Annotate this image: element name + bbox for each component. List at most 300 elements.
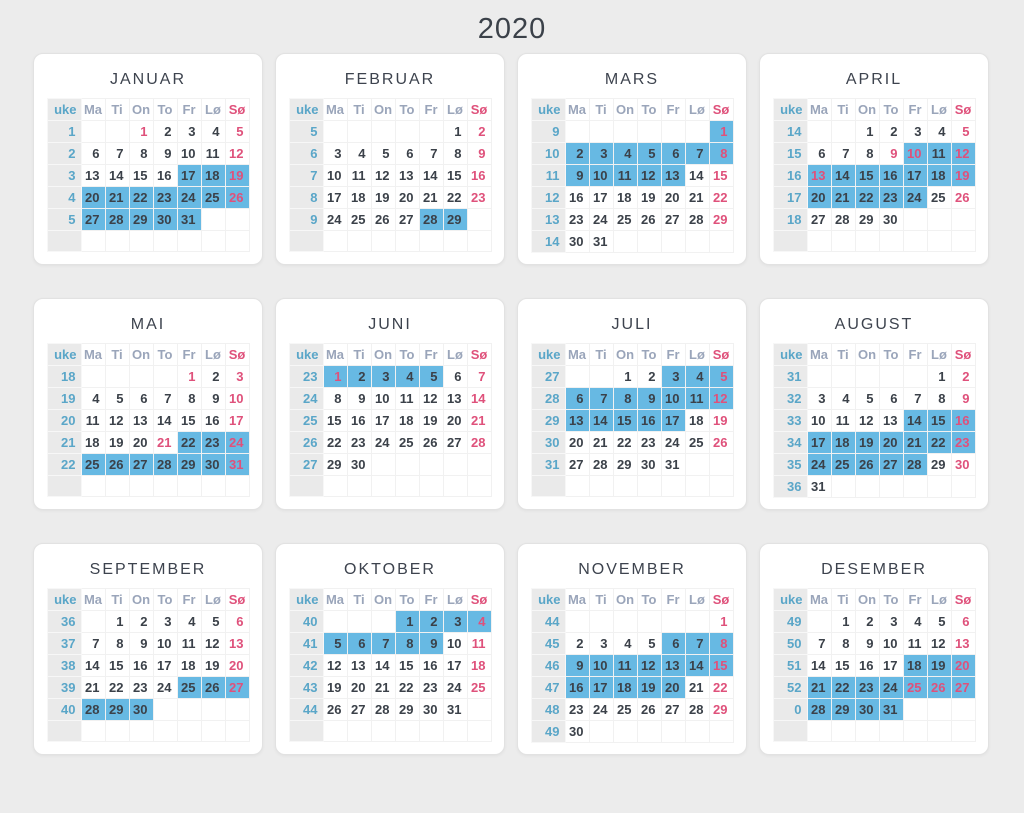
weekday-header-fr: Fr [903, 344, 927, 366]
week-number-cell: 18 [773, 209, 807, 231]
day-cell: 13 [129, 410, 153, 432]
day-cell: 20 [395, 187, 419, 209]
day-cell: 4 [831, 388, 855, 410]
day-cell: 3 [323, 143, 347, 165]
day-cell: 15 [831, 655, 855, 677]
day-cell: 10 [443, 633, 467, 655]
weekday-header-fr: Fr [903, 589, 927, 611]
day-cell: 30 [347, 454, 371, 476]
day-cell: 14 [105, 165, 129, 187]
day-cell: 9 [129, 633, 153, 655]
week-row [531, 165, 733, 187]
week-number-cell: 12 [531, 187, 565, 209]
weekday-header-fr: Fr [661, 589, 685, 611]
day-cell: 18 [177, 655, 201, 677]
day-cell: 12 [709, 388, 733, 410]
day-cell: 3 [879, 611, 903, 633]
day-cell: 4 [81, 388, 105, 410]
weekday-header-row [47, 589, 249, 611]
day-cell: 22 [613, 432, 637, 454]
week-number-cell: 37 [47, 633, 81, 655]
day-cell: 1 [855, 121, 879, 143]
day-cell: 3 [225, 366, 249, 388]
day-cell: 13 [395, 165, 419, 187]
day-cell: 31 [661, 454, 685, 476]
day-cell: 24 [323, 209, 347, 231]
weekday-header-sø: Sø [951, 99, 975, 121]
day-cell: 8 [831, 633, 855, 655]
week-row [531, 388, 733, 410]
week-number-cell: 0 [773, 699, 807, 721]
week-row [773, 432, 975, 454]
month-card-august [759, 298, 989, 510]
day-cell: 30 [855, 699, 879, 721]
day-cell-empty [177, 721, 201, 742]
day-cell: 12 [637, 655, 661, 677]
day-cell-empty [129, 476, 153, 497]
week-number-cell: 36 [773, 476, 807, 498]
day-cell: 23 [419, 677, 443, 699]
day-cell: 5 [951, 121, 975, 143]
day-cell: 27 [565, 454, 589, 476]
weekday-header-on: On [129, 344, 153, 366]
day-cell-empty [201, 209, 225, 231]
day-cell: 8 [709, 633, 733, 655]
day-cell: 30 [565, 231, 589, 253]
weekday-header-lø: Lø [201, 589, 225, 611]
day-cell: 22 [927, 432, 951, 454]
day-cell-empty [685, 231, 709, 253]
week-row [289, 454, 491, 476]
day-cell: 14 [685, 655, 709, 677]
day-cell: 17 [661, 410, 685, 432]
day-cell: 31 [177, 209, 201, 231]
week-row [531, 410, 733, 432]
day-cell: 17 [589, 677, 613, 699]
day-cell: 3 [177, 121, 201, 143]
day-cell-empty [613, 476, 637, 497]
day-cell-empty [879, 721, 903, 742]
day-cell-empty [419, 121, 443, 143]
day-cell: 11 [201, 143, 225, 165]
week-row [773, 611, 975, 633]
month-table [531, 343, 734, 497]
day-cell: 2 [201, 366, 225, 388]
day-cell: 13 [347, 655, 371, 677]
day-cell-empty [831, 121, 855, 143]
week-row [289, 655, 491, 677]
weekday-header-lø: Lø [443, 589, 467, 611]
week-number-cell [47, 231, 81, 252]
weekday-header-on: On [613, 344, 637, 366]
day-cell-empty [129, 366, 153, 388]
day-cell-empty [105, 231, 129, 252]
week-number-cell: 28 [531, 388, 565, 410]
day-cell: 17 [323, 187, 347, 209]
weekday-header-on: On [371, 99, 395, 121]
day-cell: 4 [903, 611, 927, 633]
day-cell: 7 [685, 143, 709, 165]
day-cell: 1 [709, 611, 733, 633]
week-row [531, 231, 733, 253]
day-cell: 6 [661, 633, 685, 655]
week-number-cell: 20 [47, 410, 81, 432]
month-card-oktober [275, 543, 505, 755]
month-card-juli [517, 298, 747, 510]
week-number-cell: 48 [531, 699, 565, 721]
week-number-cell: 51 [773, 655, 807, 677]
day-cell-empty [371, 721, 395, 742]
day-cell-empty [201, 721, 225, 742]
day-cell: 11 [467, 633, 491, 655]
week-number-cell: 21 [47, 432, 81, 454]
day-cell: 7 [807, 633, 831, 655]
day-cell: 5 [323, 633, 347, 655]
month-title: OKTOBER [344, 561, 436, 578]
day-cell-empty [589, 721, 613, 743]
day-cell: 14 [419, 165, 443, 187]
weekday-header-ma: Ma [807, 344, 831, 366]
day-cell: 18 [903, 655, 927, 677]
day-cell: 6 [347, 633, 371, 655]
day-cell: 24 [879, 677, 903, 699]
week-row [773, 721, 975, 742]
day-cell: 27 [661, 699, 685, 721]
day-cell-empty [225, 476, 249, 497]
week-number-cell: 46 [531, 655, 565, 677]
day-cell: 5 [709, 366, 733, 388]
weekday-header-on: On [855, 589, 879, 611]
day-cell: 13 [443, 388, 467, 410]
day-cell-empty [129, 231, 153, 252]
day-cell: 12 [419, 388, 443, 410]
week-number-cell: 40 [47, 699, 81, 721]
day-cell: 18 [927, 165, 951, 187]
day-cell: 10 [323, 165, 347, 187]
day-cell: 29 [105, 699, 129, 721]
day-cell-empty [903, 476, 927, 498]
day-cell-empty [347, 721, 371, 742]
weekday-header-on: On [371, 589, 395, 611]
day-cell: 11 [831, 410, 855, 432]
day-cell: 14 [903, 410, 927, 432]
weekday-header-on: On [855, 99, 879, 121]
day-cell-empty [201, 476, 225, 497]
weekday-header-row [531, 589, 733, 611]
weekday-header-lø: Lø [201, 99, 225, 121]
day-cell: 17 [903, 165, 927, 187]
week-row [47, 165, 249, 187]
weekday-header-fr: Fr [903, 99, 927, 121]
weekday-header-lø: Lø [443, 99, 467, 121]
month-table [47, 98, 250, 252]
day-cell: 6 [129, 388, 153, 410]
day-cell-empty [831, 231, 855, 252]
day-cell: 8 [443, 143, 467, 165]
day-cell: 28 [685, 699, 709, 721]
day-cell: 20 [129, 432, 153, 454]
day-cell: 19 [371, 187, 395, 209]
weekday-header-on: On [613, 99, 637, 121]
day-cell: 26 [709, 432, 733, 454]
week-row [773, 143, 975, 165]
weekday-header-sø: Sø [225, 344, 249, 366]
day-cell: 23 [565, 699, 589, 721]
week-number-cell: 30 [531, 432, 565, 454]
day-cell-empty [951, 209, 975, 231]
day-cell-empty [565, 121, 589, 143]
day-cell-empty [347, 231, 371, 252]
day-cell: 24 [661, 432, 685, 454]
day-cell-empty [81, 231, 105, 252]
month-card-juni [275, 298, 505, 510]
day-cell: 16 [419, 655, 443, 677]
day-cell-empty [807, 366, 831, 388]
week-number-cell: 33 [773, 410, 807, 432]
weekday-header-sø: Sø [225, 99, 249, 121]
week-row [289, 388, 491, 410]
day-cell: 20 [661, 677, 685, 699]
day-cell: 28 [467, 432, 491, 454]
day-cell: 27 [661, 209, 685, 231]
week-row [289, 209, 491, 231]
month-title: JUNI [368, 316, 412, 333]
week-row [773, 388, 975, 410]
day-cell: 23 [153, 187, 177, 209]
week-column-header: uke [773, 344, 807, 366]
week-row [773, 187, 975, 209]
day-cell: 25 [347, 209, 371, 231]
day-cell-empty [371, 121, 395, 143]
day-cell: 25 [613, 699, 637, 721]
day-cell: 22 [709, 187, 733, 209]
day-cell-empty [951, 699, 975, 721]
day-cell: 14 [371, 655, 395, 677]
day-cell: 7 [105, 143, 129, 165]
day-cell: 29 [709, 699, 733, 721]
week-row [47, 721, 249, 742]
weekday-header-ma: Ma [81, 344, 105, 366]
week-row [773, 165, 975, 187]
day-cell: 29 [129, 209, 153, 231]
day-cell: 2 [347, 366, 371, 388]
week-row [47, 366, 249, 388]
week-row [531, 209, 733, 231]
weekday-header-to: To [395, 589, 419, 611]
day-cell: 12 [951, 143, 975, 165]
weekday-header-ti: Ti [105, 344, 129, 366]
day-cell: 11 [903, 633, 927, 655]
weekday-header-sø: Sø [225, 589, 249, 611]
week-number-cell: 29 [531, 410, 565, 432]
day-cell-empty [323, 121, 347, 143]
day-cell: 23 [129, 677, 153, 699]
day-cell: 7 [81, 633, 105, 655]
day-cell: 10 [879, 633, 903, 655]
day-cell: 8 [105, 633, 129, 655]
day-cell: 16 [347, 410, 371, 432]
day-cell-empty [419, 476, 443, 497]
day-cell: 22 [323, 432, 347, 454]
day-cell: 12 [855, 410, 879, 432]
day-cell-empty [855, 721, 879, 742]
day-cell: 19 [951, 165, 975, 187]
weekday-header-row [47, 344, 249, 366]
week-number-cell: 45 [531, 633, 565, 655]
day-cell: 9 [565, 165, 589, 187]
day-cell-empty [807, 121, 831, 143]
day-cell: 4 [613, 143, 637, 165]
day-cell: 25 [81, 454, 105, 476]
week-number-cell: 24 [289, 388, 323, 410]
day-cell: 26 [951, 187, 975, 209]
day-cell: 18 [201, 165, 225, 187]
day-cell: 16 [129, 655, 153, 677]
day-cell: 2 [565, 143, 589, 165]
day-cell-empty [153, 366, 177, 388]
day-cell-empty [467, 209, 491, 231]
day-cell: 11 [685, 388, 709, 410]
day-cell: 29 [927, 454, 951, 476]
day-cell-empty [323, 721, 347, 742]
day-cell: 1 [323, 366, 347, 388]
day-cell: 4 [395, 366, 419, 388]
day-cell: 1 [613, 366, 637, 388]
day-cell-empty [613, 231, 637, 253]
day-cell: 7 [903, 388, 927, 410]
week-number-cell: 9 [289, 209, 323, 231]
day-cell: 3 [807, 388, 831, 410]
day-cell: 2 [637, 366, 661, 388]
weekday-header-row [289, 589, 491, 611]
day-cell-empty [395, 121, 419, 143]
day-cell: 21 [807, 677, 831, 699]
weekday-header-ma: Ma [565, 99, 589, 121]
day-cell: 8 [323, 388, 347, 410]
day-cell-empty [685, 611, 709, 633]
day-cell: 15 [709, 165, 733, 187]
day-cell-empty [81, 721, 105, 742]
day-cell: 15 [927, 410, 951, 432]
weekday-header-to: To [637, 589, 661, 611]
day-cell: 30 [951, 454, 975, 476]
weekday-header-to: To [153, 344, 177, 366]
week-row [531, 655, 733, 677]
day-cell-empty [903, 699, 927, 721]
day-cell: 12 [323, 655, 347, 677]
day-cell: 25 [685, 432, 709, 454]
day-cell: 13 [879, 410, 903, 432]
day-cell: 9 [855, 633, 879, 655]
day-cell: 7 [589, 388, 613, 410]
week-row [773, 476, 975, 498]
week-row [289, 611, 491, 633]
day-cell: 4 [201, 121, 225, 143]
day-cell: 2 [951, 366, 975, 388]
day-cell: 18 [347, 187, 371, 209]
day-cell: 10 [177, 143, 201, 165]
weekday-header-ma: Ma [81, 589, 105, 611]
week-number-cell [531, 476, 565, 497]
day-cell: 5 [637, 633, 661, 655]
day-cell: 19 [419, 410, 443, 432]
week-row [47, 209, 249, 231]
weekday-header-ma: Ma [807, 99, 831, 121]
weekday-header-ma: Ma [81, 99, 105, 121]
day-cell: 15 [177, 410, 201, 432]
day-cell-empty [927, 209, 951, 231]
week-column-header: uke [289, 589, 323, 611]
day-cell: 21 [371, 677, 395, 699]
month-card-februar [275, 53, 505, 265]
week-number-cell: 38 [47, 655, 81, 677]
day-cell: 5 [855, 388, 879, 410]
day-cell-empty [177, 699, 201, 721]
week-number-cell [289, 231, 323, 252]
day-cell: 28 [831, 209, 855, 231]
day-cell: 11 [613, 655, 637, 677]
day-cell: 18 [831, 432, 855, 454]
month-table [773, 343, 976, 498]
weekday-header-lø: Lø [201, 344, 225, 366]
day-cell-empty [177, 476, 201, 497]
month-title: MARS [604, 71, 660, 88]
week-number-cell: 32 [773, 388, 807, 410]
weekday-header-sø: Sø [467, 589, 491, 611]
week-number-cell: 40 [289, 611, 323, 633]
day-cell-empty [467, 699, 491, 721]
day-cell-empty [685, 476, 709, 497]
day-cell: 20 [879, 432, 903, 454]
day-cell-empty [661, 476, 685, 497]
day-cell: 9 [153, 143, 177, 165]
day-cell: 15 [855, 165, 879, 187]
day-cell-empty [467, 721, 491, 742]
weekday-header-sø: Sø [709, 99, 733, 121]
day-cell-empty [153, 476, 177, 497]
day-cell: 19 [105, 432, 129, 454]
day-cell: 29 [831, 699, 855, 721]
day-cell: 11 [613, 165, 637, 187]
day-cell: 10 [807, 410, 831, 432]
day-cell: 15 [395, 655, 419, 677]
weekday-header-ti: Ti [347, 99, 371, 121]
week-row [531, 677, 733, 699]
day-cell: 22 [443, 187, 467, 209]
day-cell: 20 [661, 187, 685, 209]
day-cell: 1 [443, 121, 467, 143]
day-cell: 3 [153, 611, 177, 633]
weekday-header-lø: Lø [927, 99, 951, 121]
week-number-cell: 14 [531, 231, 565, 253]
day-cell: 9 [347, 388, 371, 410]
day-cell: 25 [395, 432, 419, 454]
day-cell: 12 [225, 143, 249, 165]
week-column-header: uke [47, 344, 81, 366]
week-row [289, 165, 491, 187]
day-cell: 4 [613, 633, 637, 655]
month-title: JULI [611, 316, 653, 333]
day-cell: 7 [467, 366, 491, 388]
day-cell-empty [807, 721, 831, 742]
day-cell-empty [855, 366, 879, 388]
week-number-cell: 8 [289, 187, 323, 209]
day-cell: 12 [201, 633, 225, 655]
week-row [531, 366, 733, 388]
day-cell: 14 [807, 655, 831, 677]
day-cell: 18 [467, 655, 491, 677]
day-cell: 3 [589, 143, 613, 165]
